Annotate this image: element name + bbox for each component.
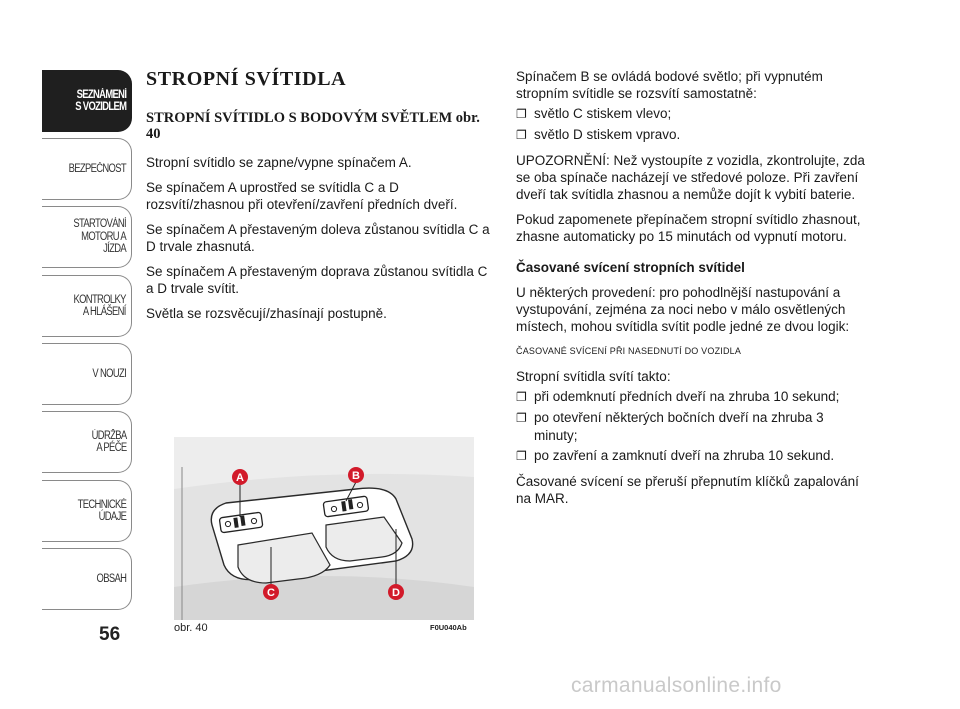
tab-label: TECHNICKÉ ÚDAJE (77, 498, 126, 523)
list-item: ❐ po otevření některých bočních dveří na zhruba 3 minuty; (516, 409, 868, 444)
paragraph: Stropní svítidla svítí takto: (516, 369, 671, 384)
figure-caption: obr. 40 (174, 622, 208, 634)
paragraph: Světla se rozsvěcují/zhasínají postupně. (146, 306, 387, 321)
tab-label: V NOUZI (92, 367, 126, 380)
tab-label: ÚDRŽBA A PÉČE (91, 429, 126, 454)
paragraph: Stropní svítidlo se zapne/vypne spínačem A. (146, 155, 412, 170)
subsection-heading: ČASOVANÉ SVÍCENÍ PŘI NASEDNUTÍ DO VOZIDLA (516, 346, 742, 356)
page-number: 56 (99, 624, 121, 645)
list-item: ❐ po zavření a zamknutí dveří na zhruba 10 sekund. (516, 447, 868, 465)
paragraph: Se spínačem A uprostřed se svítidla C a D rozsvítí/zhasnou při otevření/zavření předních dveří. (146, 180, 458, 212)
label-d-badge (388, 584, 404, 600)
tab-startovani[interactable] (42, 206, 132, 268)
tab-kontrolky[interactable] (42, 275, 132, 337)
section-heading: Časované svícení stropních svítidel (516, 260, 745, 275)
list-item: ❐ světlo D stiskem vpravo. (516, 126, 868, 144)
label-b: B (352, 470, 360, 482)
paragraph: Se spínačem A přestaveným doprava zůstanou svítidla C a D trvale svítit. (146, 264, 488, 296)
watermark: carmanualsonline.info (571, 674, 782, 697)
paragraph: Se spínačem A přestaveným doleva zůstanou svítidla C a D trvale zhasnutá. (146, 222, 490, 254)
label-a: A (236, 472, 244, 484)
right-column (516, 68, 868, 515)
tab-label: STARTOVÁNÍ MOTORU A JÍZDA (73, 218, 126, 256)
figure-code: F0U040Ab (430, 623, 467, 632)
list-item: ❐ při odemknutí předních dveří na zhruba 10 sekund; (516, 388, 868, 406)
list-item: ❐ světlo C stiskem vlevo; (516, 105, 868, 123)
tab-label: OBSAH (96, 572, 126, 585)
label-b-badge (348, 467, 364, 483)
paragraph: Časované svícení se přeruší přepnutím klíčků zapalování na MAR. (516, 474, 859, 506)
tab-udrzba[interactable] (42, 411, 132, 473)
page-title: STROPNÍ SVÍTIDLA (146, 68, 347, 90)
warning-paragraph: UPOZORNĚNÍ: Než vystoupíte z vozidla, zkontrolujte, zda se oba spínače nacházejí ve středové poloze. Při zavření dveří tak svítidla zhasnou a nemůže dojít k vybití baterie. (516, 153, 865, 202)
paragraph: Spínačem B se ovládá bodové světlo; při vypnutém stropním svítidle se rozsvítí samostatně: (516, 69, 823, 101)
tab-label: SEZNÁMENÍ S VOZIDLEM (74, 88, 126, 113)
tab-obsah[interactable] (42, 548, 132, 610)
tab-label: BEZPEČNOST (68, 162, 126, 175)
tab-bezpecnost[interactable] (42, 138, 132, 200)
tab-seznameni[interactable] (42, 70, 132, 132)
section-heading: STROPNÍ SVÍTIDLO S BODOVÝM SVĚTLEM obr. 40 (146, 110, 480, 142)
label-a-badge (232, 469, 248, 485)
paragraph: U některých provedení: pro pohodlnější nastupování a vystupování, zejména za noci nebo v málo osvětlených místech, mohou svítidla svítit podle jedné ze dvou logik: (516, 285, 850, 334)
figure-ceiling-light (174, 437, 474, 620)
label-c-badge (263, 584, 279, 600)
label-c: C (267, 587, 275, 599)
tab-label: KONTROLKY A HLÁŠENÍ (73, 293, 126, 318)
ceiling-light-illustration (174, 437, 474, 620)
paragraph: Pokud zapomenete přepínačem stropní svítidlo zhasnout, zhasne automaticky po 15 minutách od vypnutí motoru. (516, 212, 861, 244)
tab-technicke[interactable] (42, 480, 132, 542)
tab-v-nouzi[interactable] (42, 343, 132, 405)
left-column (146, 68, 496, 330)
label-d: D (392, 587, 400, 599)
